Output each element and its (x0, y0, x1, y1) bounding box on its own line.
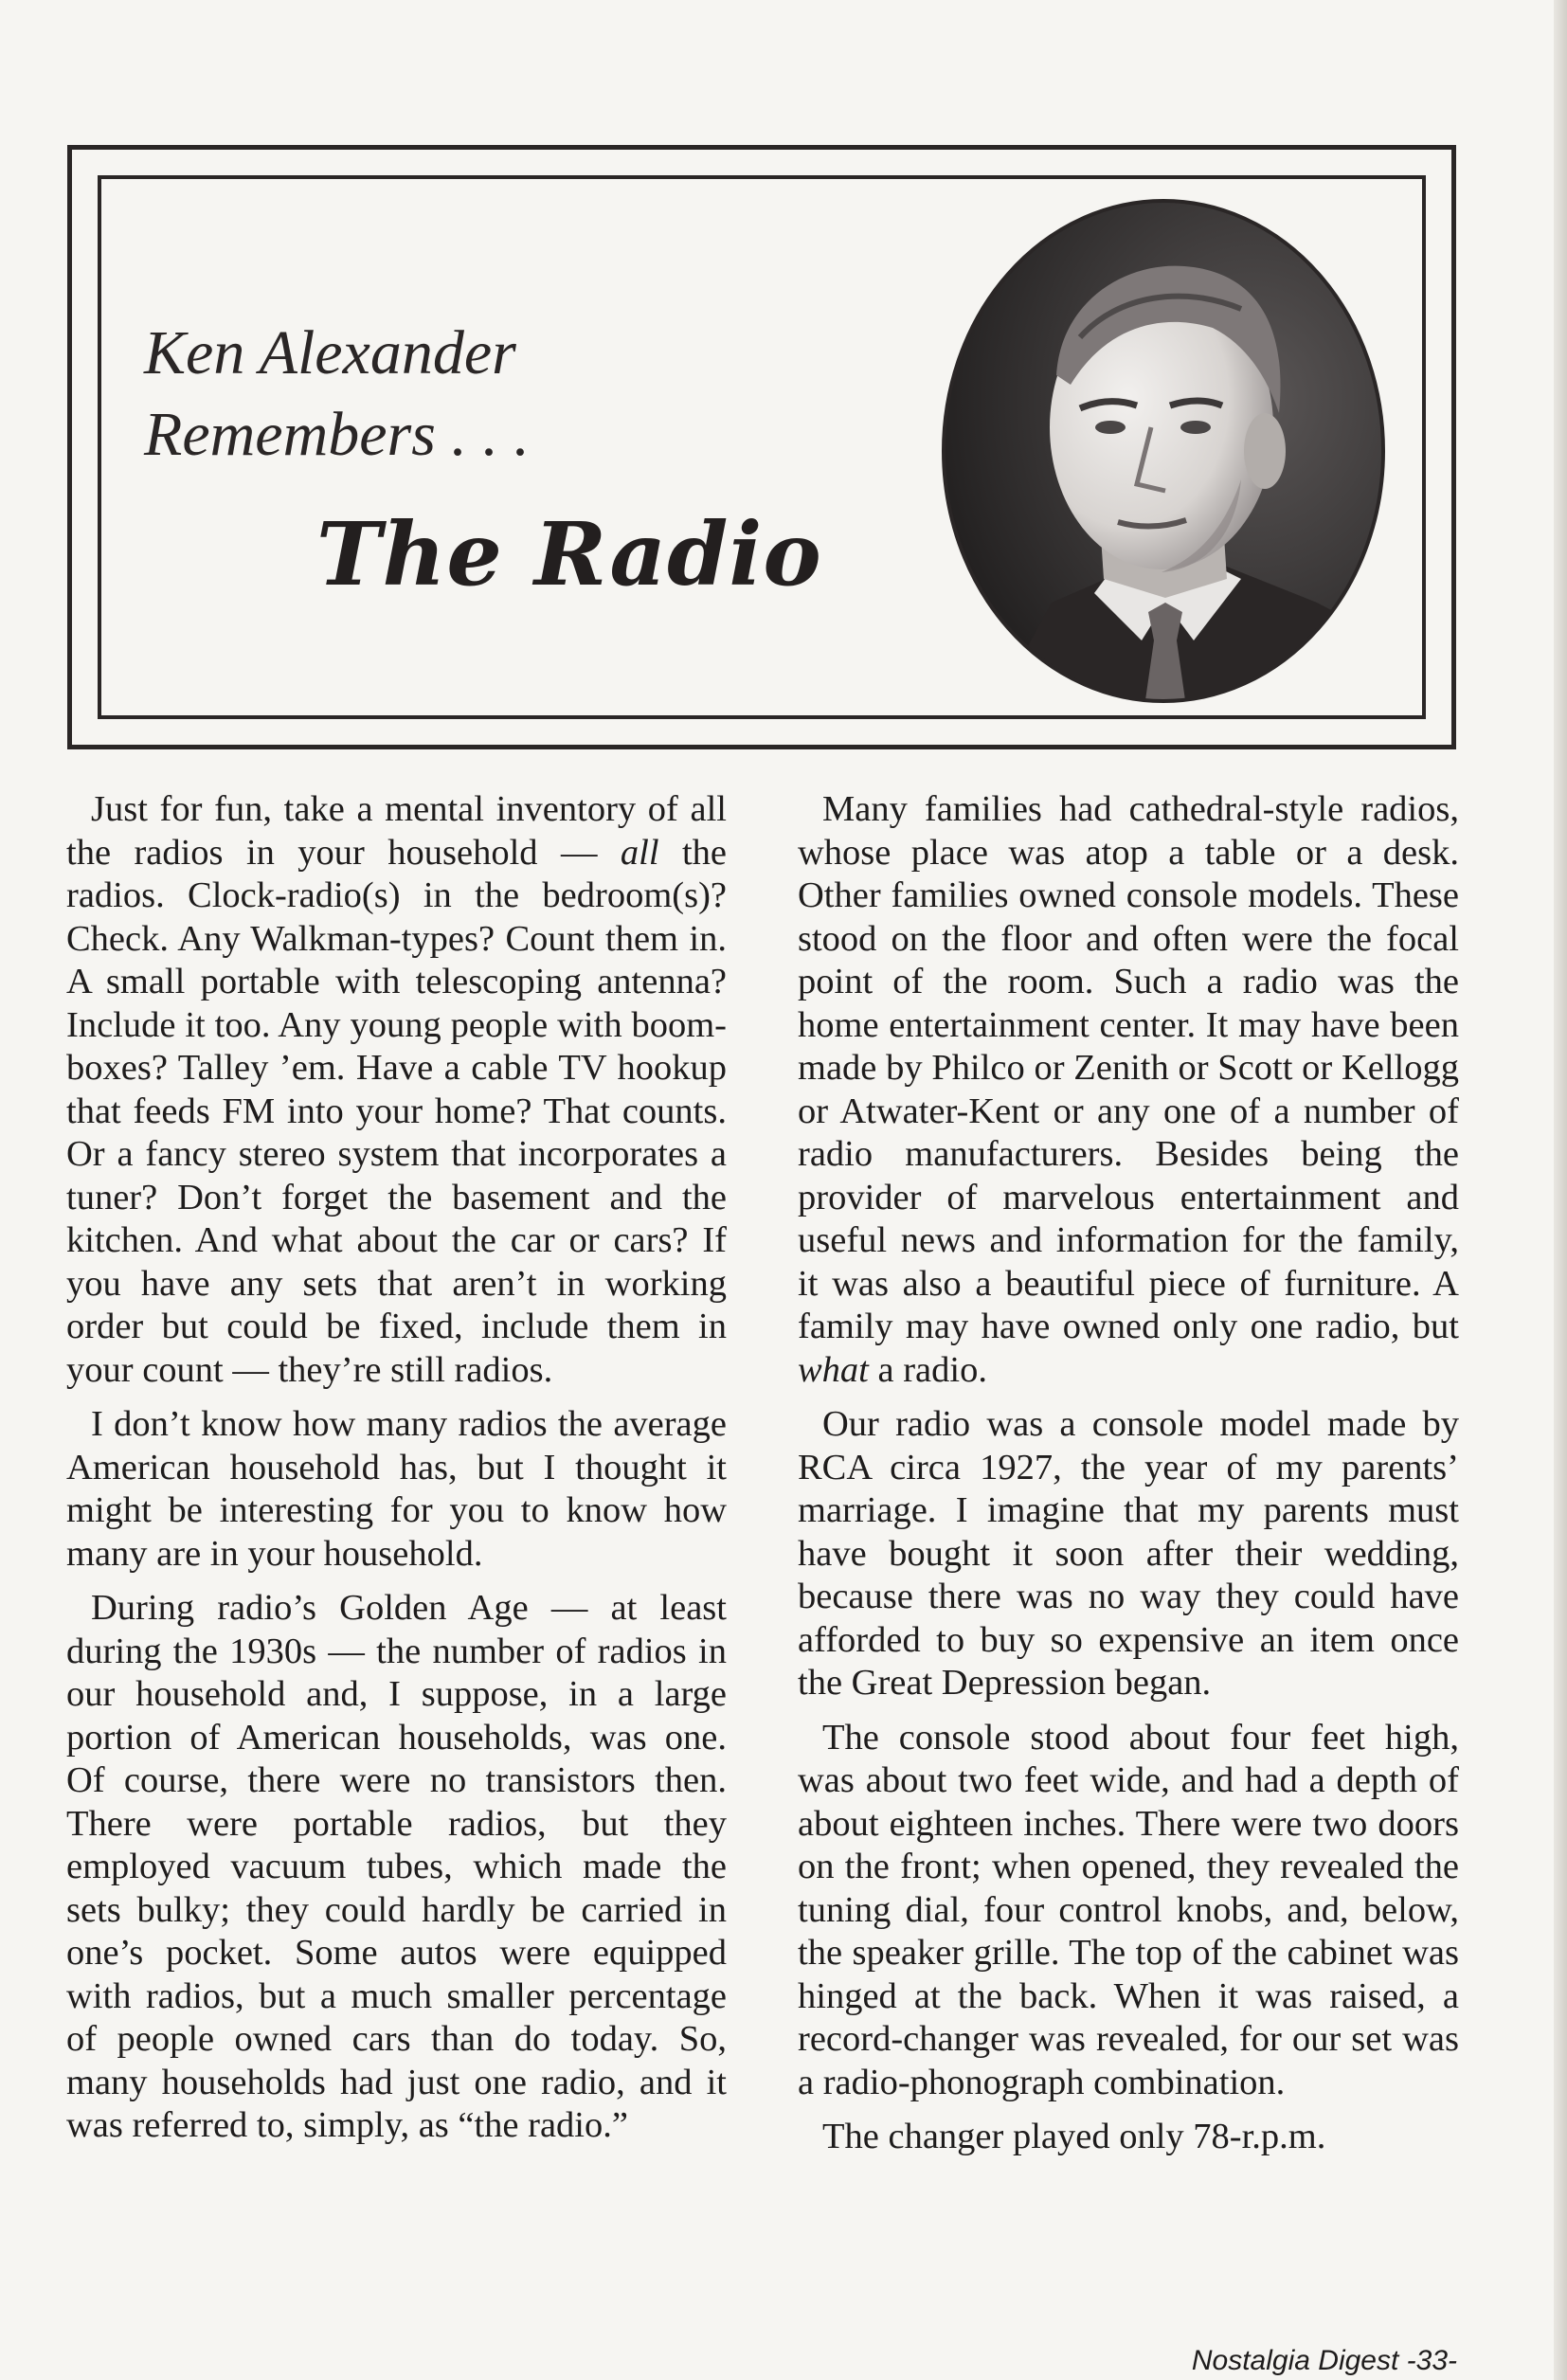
byline-line-2: Remembers . . . (144, 400, 530, 469)
paragraph: During radio’s Golden Age — at least during the 1930s — the number of radios in our household and, I suppose, in a large portion of American households, was one. Of course, there were no transistors then. There were portable radios, but they employed vacuum tubes, which made the sets bulky; they could hardly be carried in one’s pocket. Some autos were equipped with radios, but a much smaller percentage of people owned cars than do today. So, many households had just one radio, and it was referred to, simply, as “the radio.” (66, 1588, 727, 2145)
page-footer: Nostalgia Digest -33- (1191, 2345, 1457, 2376)
paragraph: Many families had cathedral-style radios, whose place was atop a table or a desk. Other families owned console models. These stood on the floor and often were the focal point of the room. Such a radio was the home entertainment center. It may have been made by Philco or Zenith or Scott or Kellogg or Atwater-Kent or any one of a number of radio manufacturers. Besides being the provider of marvelous entertainment and useful news and information for the family, it was also a beautiful piece of furniture. A family may have owned only one radio, but what a radio. (798, 789, 1459, 1390)
author-portrait (938, 195, 1389, 707)
article-column-left (66, 788, 727, 2159)
paragraph: The console stood about four feet high, was about two feet wide, and had a depth of about eighteen inches. There were two doors on the front; when opened, they revealed the tuning dial, four control knobs, and, below, the speaker grille. The top of the cabinet was hinged at the back. When it was raised, a record-changer was revealed, for our set was a radio-phonograph combination. (798, 1717, 1459, 2102)
paragraph: Our radio was a console model made by RCA circa 1927, the year of my parents’ marriage. I imagine that my parents must have bought it soon after their wedding, because there was no way they could have afforded to buy so expensive an item once the Great Depression began. (798, 1404, 1459, 1703)
paragraph: I don’t know how many radios the average American household has, but I thought it might be interesting for you to know how many are in your household. (66, 1404, 727, 1574)
emphasis-all: all (620, 832, 659, 873)
byline (144, 313, 530, 476)
paragraph: Just for fun, take a mental inventory of all the radios in your household — all the radios. Clock-radio(s) in the bedroom(s)? Check. Any Walkman-types? Count them in. A small portable with telescoping antenna? Include it too. Any young people with boom-boxes? Talley ’em. Have a cable TV hookup that feeds FM into your home? That counts. Or a fancy stereo system that incorporates a tuner? Don’t forget the basement and the kitchen. And what about the car or cars? If you have any sets that aren’t in working order but could be fixed, include them in your count — they’re still radios. (66, 789, 727, 1390)
byline-line-1: Ken Alexander (144, 318, 516, 388)
paragraph: The changer played only 78-r.p.m. (822, 2117, 1326, 2156)
page-edge (1554, 0, 1567, 2380)
article-title: The Radio (316, 503, 822, 605)
article-column-right (798, 788, 1459, 2171)
emphasis-what: what (798, 1349, 869, 1390)
